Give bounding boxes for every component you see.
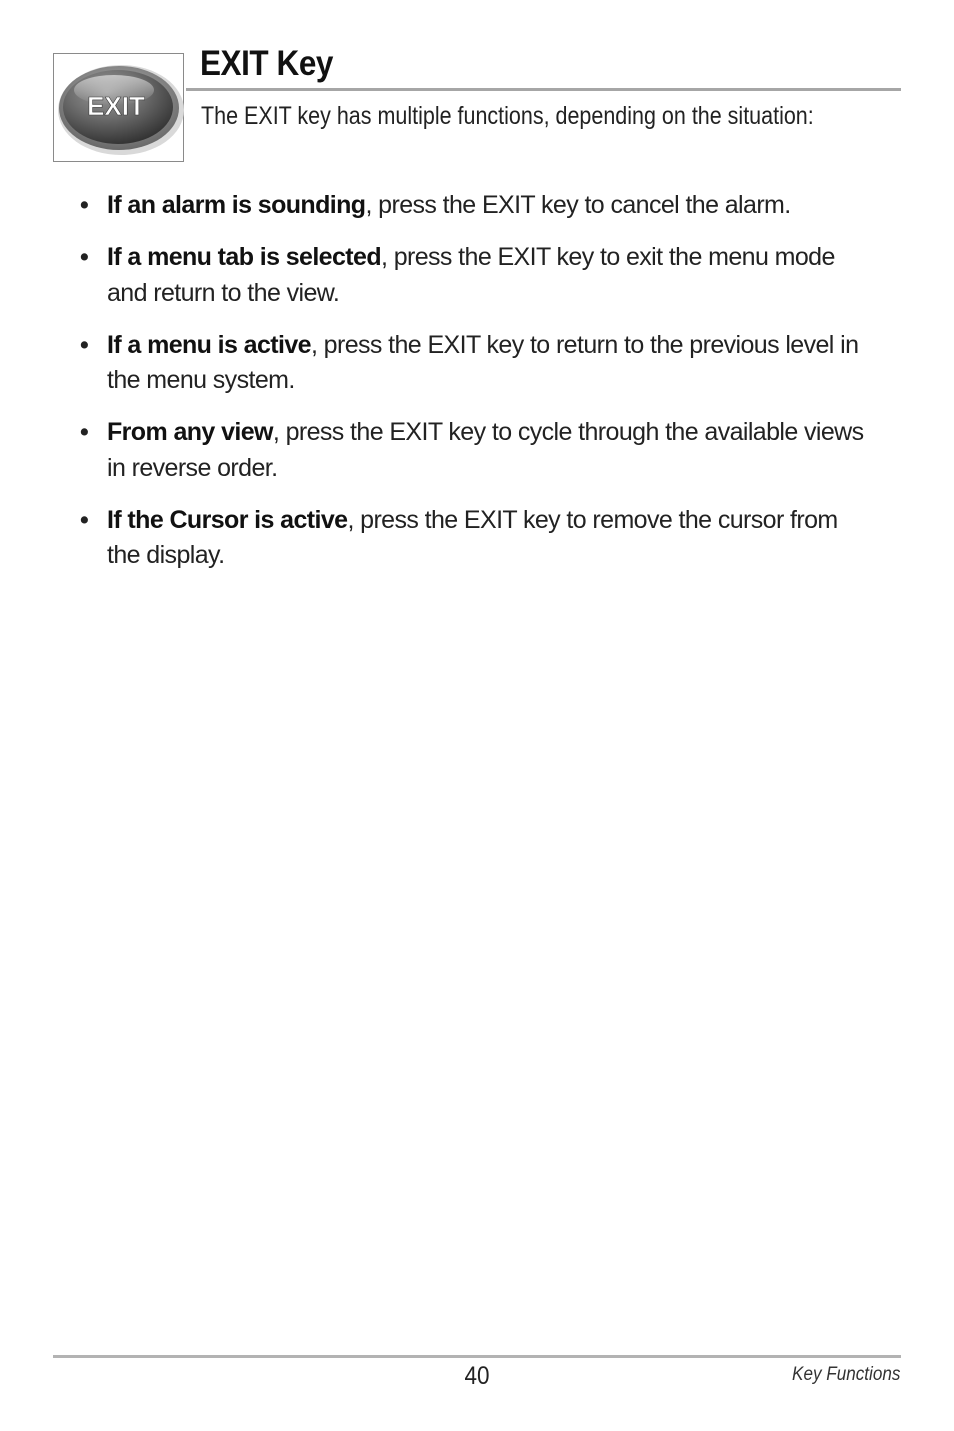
bullet-dot-icon: • [80, 191, 89, 219]
bullet-dot-icon: • [80, 243, 89, 271]
bullet-dot-icon: • [80, 505, 89, 534]
list-item-lead: If a menu is active [107, 330, 311, 359]
list-item [80, 415, 873, 486]
exit-key-label: EXIT [87, 91, 145, 121]
list-item-lead: If an alarm is sounding [107, 191, 366, 219]
list-item-text: , press the EXIT key to exit the menu mode and return to the view. [107, 243, 835, 307]
title-divider [186, 88, 901, 91]
page-number: 40 [464, 1362, 490, 1390]
list-item-lead: From any view [107, 418, 273, 446]
list-item [80, 328, 873, 399]
list-item [80, 188, 873, 224]
list-item [80, 503, 873, 574]
exit-key-icon [54, 54, 185, 163]
list-item-lead: If a menu tab is selected [107, 243, 381, 271]
list-item-text: , press the EXIT key to return to the previous level in the menu system. [107, 330, 859, 394]
footer-divider [53, 1355, 901, 1358]
exit-key-image [53, 53, 184, 162]
intro-paragraph: The EXIT key has multiple functions, depending on the situation: [201, 102, 814, 130]
list-item-text: , press the EXIT key to cycle through the available views in reverse order. [107, 418, 864, 482]
footer-section-name: Key Functions [791, 1364, 900, 1385]
list-item [80, 240, 873, 311]
bullet-dot-icon: • [80, 418, 89, 446]
bullet-dot-icon: • [80, 330, 89, 359]
exit-functions-list [80, 188, 873, 590]
list-item-text: , press the EXIT key to cancel the alarm. [365, 191, 791, 219]
page-title: EXIT Key [200, 44, 333, 83]
list-item-lead: If the Cursor is active [107, 505, 348, 534]
list-item-text: , press the EXIT key to remove the cursor from the display. [107, 505, 838, 569]
